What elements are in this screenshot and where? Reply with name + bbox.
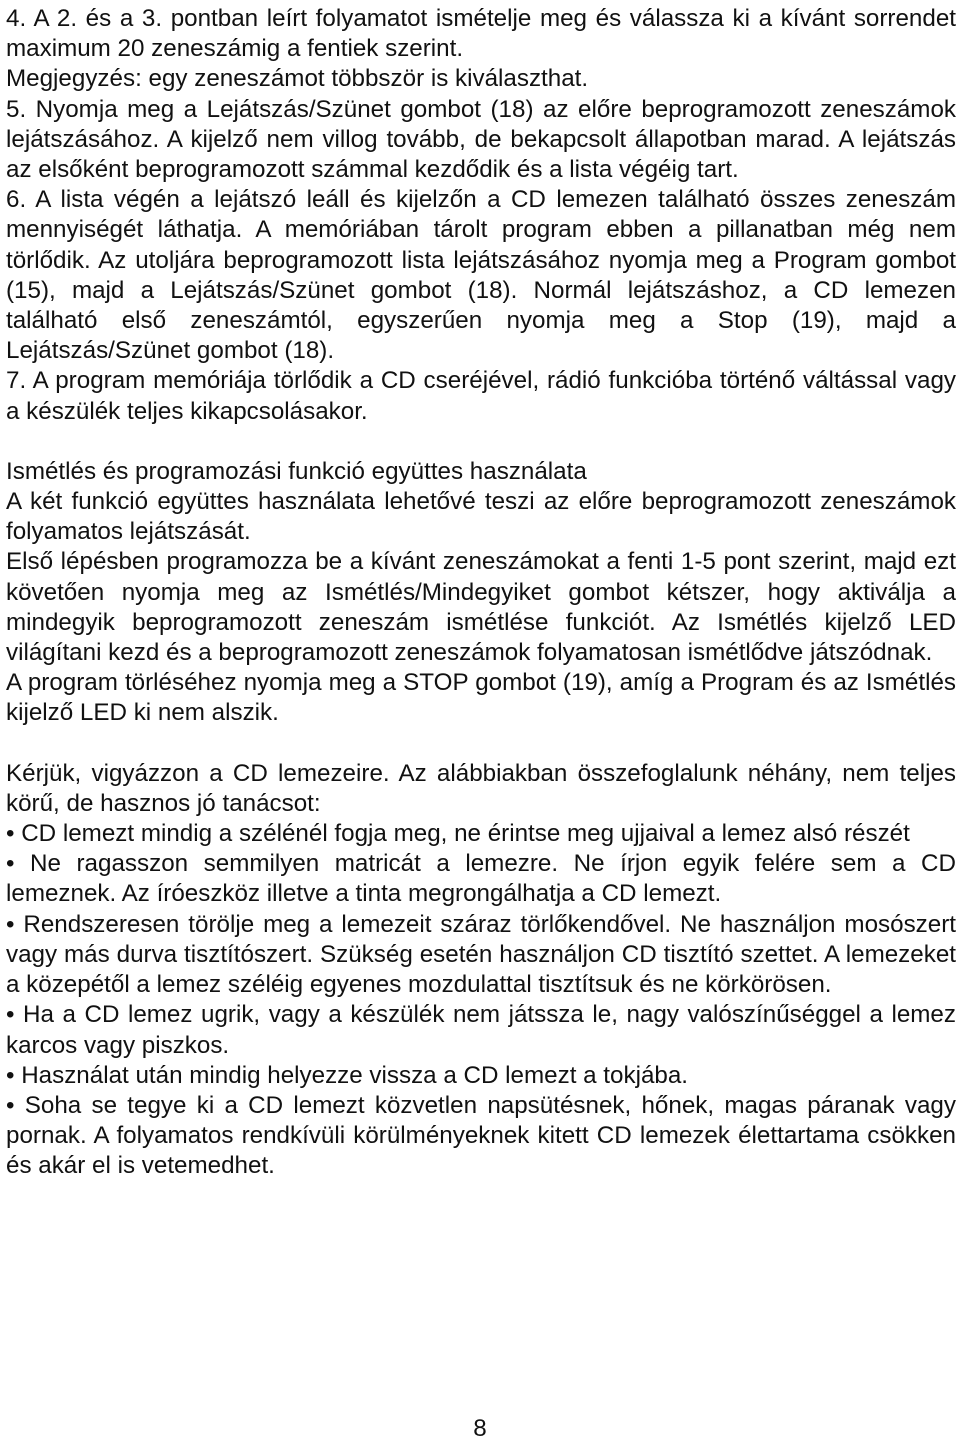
care-bullet: • Soha se tegye ki a CD lemezt közvetlen napsütésnek, hőnek, magas páranak vagy pornak. A folyamatos rendkívüli körülményeknek kitett CD lemezek élettartama csökken és akár el is vetemedhet. bbox=[6, 1091, 956, 1182]
care-intro: Kérjük, vigyázzon a CD lemezeire. Az alábbiakban összefoglalunk néhány, nem teljes körű, de hasznos jó tanácsot: bbox=[6, 759, 956, 817]
repeat-program-heading: Ismétlés és programozási funkció együttes használata bbox=[6, 457, 587, 485]
section-spacer bbox=[6, 427, 956, 457]
section-spacer bbox=[6, 729, 956, 759]
step-5: 5. Nyomja meg a Lejátszás/Szünet gombot (18) az előre beprogramozott zeneszámok lejátszásához. A kijelző nem villog tovább, de bekapcsolt állapotban marad. A lejátszás az elsőként beprogramozott számmal kezdődik és a lista végéig tart. bbox=[6, 95, 956, 184]
step-4: 4. A 2. és a 3. pontban leírt folyamatot ismételje meg és válassza ki a kívánt sorrendet maximum 20 zeneszámig a fentiek szerint. bbox=[6, 5, 956, 63]
repeat-program-paragraph: A két funkció együttes használata lehetővé teszi az előre beprogramozott zeneszámok folyamatos lejátszását. bbox=[6, 488, 956, 546]
care-bullet: • Ha a CD lemez ugrik, vagy a készülék nem játssza le, nagy valószínűséggel a lemez karcos vagy piszkos. bbox=[6, 1000, 956, 1060]
page-number: 8 bbox=[473, 1415, 487, 1442]
care-bullet: • CD lemezt mindig a szélénél fogja meg, ne érintse meg ujjaival a lemez alsó részét bbox=[6, 819, 956, 849]
step-4-note: Megjegyzés: egy zeneszámot többször is kiválaszthat. bbox=[6, 65, 589, 93]
repeat-program-paragraph: Első lépésben programozza be a kívánt zeneszámokat a fenti 1-5 pont szerint, majd ezt követően nyomja meg az Ismétlés/Mindegyiket gombot kétszer, hogy aktiválja a mindegyik beprogramozott zeneszám ismétlése funkciót. Az Ismétlés kijelző LED világítani kezd és a beprogramozott zeneszámok folyamatosan ismétlődve játszódnak. bbox=[6, 548, 956, 667]
care-bullet: • Használat után mindig helyezze vissza a CD lemezt a tokjába. bbox=[6, 1061, 956, 1091]
repeat-program-paragraph: A program törléséhez nyomja meg a STOP gombot (19), amíg a Program és az Ismétlés kijelző LED ki nem alszik. bbox=[6, 669, 956, 727]
care-bullet: • Ne ragasszon semmilyen matricát a lemezre. Ne írjon egyik felére sem a CD lemeznek. Az íróeszköz illetve a tinta megrongálhatja a CD lemezt. bbox=[6, 849, 956, 909]
step-7: 7. A program memóriája törlődik a CD cseréjével, rádió funkcióba történő váltással vagy a készülék teljes kikapcsolásakor. bbox=[6, 367, 956, 425]
document-body bbox=[6, 4, 956, 1182]
step-6: 6. A lista végén a lejátszó leáll és kijelzőn a CD lemezen található összes zeneszám mennyiségét láthatja. A memóriában tárolt program ebben a pillanatban még nem törlődik. Az utoljára beprogramozott lista lejátszásához nyomja meg a Program gombot (15), majd a Lejátszás/Szünet gombot (18). Normál lejátszáshoz, a CD lemezen található első zeneszámtól, egyszerűen nyomja meg a Stop (19), majd a Lejátszás/Szünet gombot (18). bbox=[6, 186, 956, 365]
care-bullet: • Rendszeresen törölje meg a lemezeit száraz törlőkendővel. Ne használjon mosószert vagy más durva tisztítószert. Szükség esetén használjon CD tisztító szettet. A lemezeket a közepétől a lemez széléig egyenes mozdulattal tisztítsuk és ne körkörösen. bbox=[6, 910, 956, 1001]
